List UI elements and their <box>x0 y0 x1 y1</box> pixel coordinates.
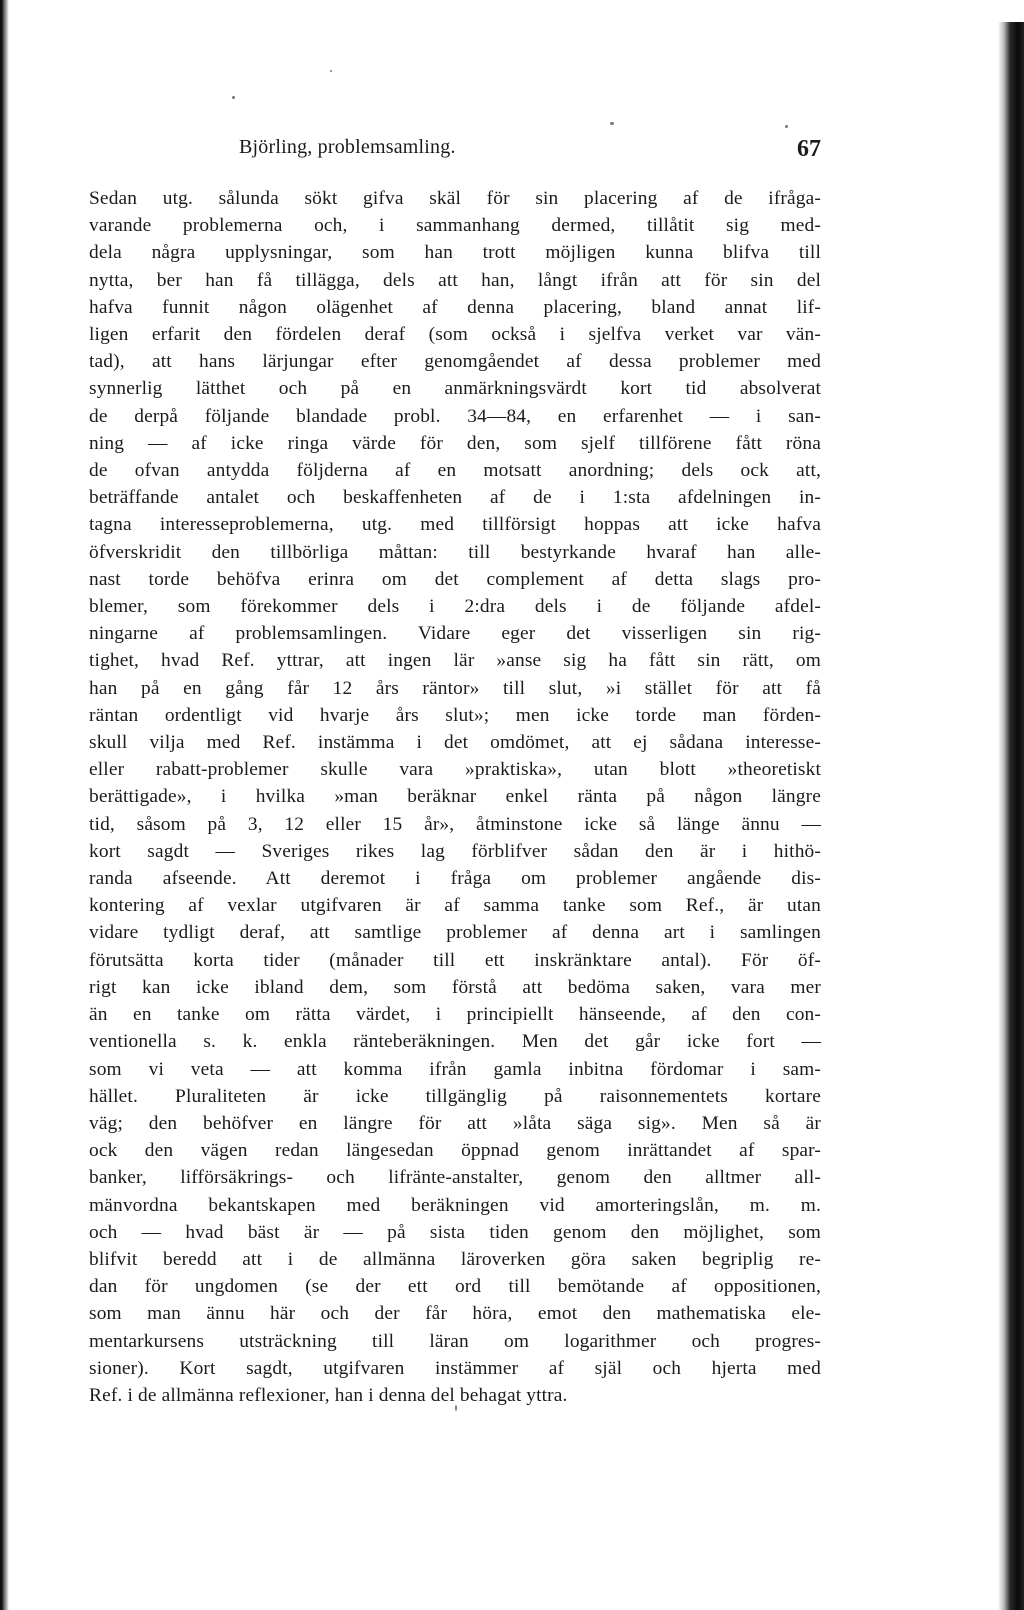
text-line: som man ännu här och der får höra, emot den mathematiska ele- <box>89 1303 821 1325</box>
text-line: banker, lifförsäkrings- och lifränte-anstalter, genom den alltmer all- <box>89 1167 821 1189</box>
text-line: som vi veta — att komma ifrån gamla inbitna fördomar i sam- <box>89 1058 821 1080</box>
text-line: blifvit beredd att i de allmänna läroverken göra saken begriplig re- <box>89 1248 821 1270</box>
text-line: än en tanke om rätta värdet, i principiellt hänseende, af den con- <box>89 1004 821 1026</box>
text-line: dela några upplysningar, som han trott möjligen kunna blifva till <box>89 242 821 264</box>
body-paragraph <box>89 185 821 1409</box>
scan-edge-left <box>0 0 9 1610</box>
scan-speck <box>785 125 788 128</box>
scan-speck <box>610 122 614 125</box>
text-line: väg; den behöfver en längre för att »låta säga sig». Men så är <box>89 1112 821 1134</box>
text-line: och — hvad bäst är — på sista tiden genom den möjlighet, som <box>89 1221 821 1243</box>
text-line: ventionella s. k. enkla ränteberäkningen. Men det går icke fort — <box>89 1031 821 1053</box>
text-line: nast torde behöfva erinra om det complement af detta slags pro- <box>89 568 821 590</box>
text-line: berättigade», i hvilka »man beräknar enkel ränta på någon längre <box>89 786 821 808</box>
page-number: 67 <box>797 136 821 162</box>
text-line: nytta, ber han få tillägga, dels att han, långt ifrån att för sin del <box>89 269 821 291</box>
text-line: Ref. i de allmänna reflexioner, han i denna del behagat yttra. <box>89 1384 568 1406</box>
text-line: tad), att hans lärjungar efter genomgåendet af dessa problemer med <box>89 351 821 373</box>
text-line: randa afseende. Att deremot i fråga om problemer angående dis- <box>89 868 821 890</box>
text-line: eller rabatt-problemer skulle vara »praktiska», utan blott »theoretiskt <box>89 759 821 781</box>
text-line: dan för ungdomen (se der ett ord till bemötande af oppositionen, <box>89 1276 821 1298</box>
text-line: han på en gång får 12 års räntor» till slut, »i stället för att få <box>89 677 821 699</box>
text-line: kontering af vexlar utgifvaren är af samma tanke som Ref., är utan <box>89 895 821 917</box>
text-line: rigt kan icke ibland dem, som förstå att bedöma saken, vara mer <box>89 976 821 998</box>
text-line: beträffande antalet och beskaffenheten af de i 1:sta afdelningen in- <box>89 487 821 509</box>
running-head: Björling, problemsamling. <box>239 136 456 158</box>
text-line: ock den vägen redan längesedan öppnad genom inrättandet af spar- <box>89 1140 821 1162</box>
text-line: öfverskridit den tillbörliga måttan: till bestyrkande hvaraf han alle- <box>89 541 821 563</box>
text-line: vidare tydligt deraf, att samtlige problemer af denna art i samlingen <box>89 922 821 944</box>
text-line: hafva funnit någon olägenhet af denna placering, bland annat lif- <box>89 296 821 318</box>
text-line: synnerlig lätthet och på en anmärkningsvärdt kort tid absolverat <box>89 378 821 400</box>
text-line: sioner). Kort sagdt, utgifvaren instämmer af själ och hjerta med <box>89 1357 821 1379</box>
text-line: varande problemerna och, i sammanhang dermed, tillåtit sig med- <box>89 215 821 237</box>
text-line: mänvordna bekantskapen med beräkningen vid amorteringslån, m. m. <box>89 1194 821 1216</box>
text-line: förutsätta korta tider (månader till ett inskränktare antal). För öf- <box>89 949 821 971</box>
scan-edge-right <box>998 22 1024 1610</box>
text-line: de derpå följande blandade probl. 34—84, en erfarenhet — i san- <box>89 405 821 427</box>
text-line: ning — af icke ringa värde för den, som sjelf tillförene fått röna <box>89 432 821 454</box>
scan-speck <box>330 70 332 72</box>
scan-speck <box>232 96 235 99</box>
text-line: skull vilja med Ref. instämma i det omdömet, att ej sådana interesse- <box>89 732 821 754</box>
text-line: ligen erfarit den fördelen deraf (som också i sjelfva verket var vän- <box>89 324 821 346</box>
text-line: tighet, hvad Ref. yttrar, att ingen lär »anse sig ha fått sin rätt, om <box>89 650 821 672</box>
book-page <box>89 130 821 1409</box>
text-line: tid, såsom på 3, 12 eller 15 år», åtminstone icke så länge ännu — <box>89 813 821 835</box>
text-line: tagna interesseproblemerna, utg. med tillförsigt hoppas att icke hafva <box>89 514 821 536</box>
text-line: ningarne af problemsamlingen. Vidare eger det visserligen sin rig- <box>89 623 821 645</box>
text-line: räntan ordentligt vid hvarje års slut»; men icke torde man förden- <box>89 704 821 726</box>
text-line: mentarkursens utsträckning till läran om logarithmer och progres- <box>89 1330 821 1352</box>
text-line: Sedan utg. sålunda sökt gifva skäl för sin placering af de ifråga- <box>89 188 821 209</box>
text-line: blemer, som förekommer dels i 2:dra dels i de följande afdel- <box>89 596 821 618</box>
text-line: kort sagdt — Sveriges rikes lag förblifver sådan den är i hithö- <box>89 840 821 862</box>
page-header <box>89 130 821 170</box>
text-line: de ofvan antydda följderna af en motsatt anordning; dels ock att, <box>89 460 821 482</box>
text-line: hället. Pluraliteten är icke tillgänglig på raisonnementets kortare <box>89 1085 821 1107</box>
